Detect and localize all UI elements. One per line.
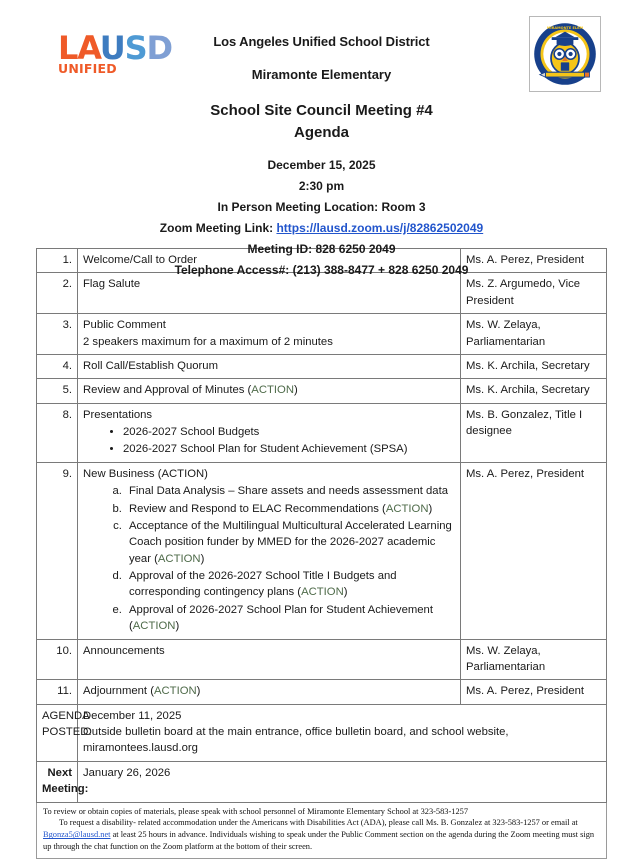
next-meeting-label: Next Meeting: xyxy=(37,761,78,802)
row-number: 1. xyxy=(37,249,78,273)
lausd-logo-subtitle: UNIFIED xyxy=(58,61,176,76)
ada-email-link[interactable]: Bgonza5@lausd.net xyxy=(43,830,111,839)
row-title: New Business (ACTION) xyxy=(83,466,455,482)
list-item-text: Approval of the 2026-2027 School Title I Budgets and corresponding contingency plans xyxy=(129,570,397,598)
meeting-title: School Site Council Meeting #4 xyxy=(36,102,607,119)
row-responsible: Ms. A. Perez, President xyxy=(461,680,607,704)
accessibility-footer xyxy=(36,803,607,859)
row-number: 9. xyxy=(37,462,78,639)
row-content xyxy=(78,462,461,639)
row-subtitle: 2 speakers maximum for a maximum of 2 minutes xyxy=(83,334,455,350)
lausd-logo-d: D xyxy=(146,29,171,67)
list-item: c. Acceptance of the Multilingual Multicultural Accelerated Learning Coach position funder by MMED for the 2026-2027 academic year (ACTION) xyxy=(125,518,455,567)
row-content xyxy=(78,354,461,378)
lausd-logo-s: S xyxy=(125,29,147,67)
zoom-meeting-link[interactable]: https://lausd.zoom.us/j/82862502049 xyxy=(276,221,483,235)
row-title: Public Comment xyxy=(83,317,455,333)
list-item-text: Review and Respond to ELAC Recommendations xyxy=(129,503,379,515)
row-title: Review and Approval of Minutes xyxy=(83,384,244,396)
action-badge: ACTION xyxy=(158,553,201,565)
action-badge: ACTION xyxy=(154,685,197,697)
list-item: e. Approval of 2026-2027 School Plan for Student Achievement (ACTION) xyxy=(125,602,455,635)
agenda-posted-label-line2: POSTED: xyxy=(42,724,72,740)
action-badge: ACTION xyxy=(133,620,176,632)
district-name: Los Angeles Unified School District xyxy=(36,34,607,49)
presentation-bullet-list xyxy=(83,424,455,458)
row-number: 11. xyxy=(37,680,78,704)
row-responsible: Ms. A. Perez, President xyxy=(461,462,607,639)
row-content xyxy=(78,273,461,314)
agenda-posted-label-line1: AGENDA xyxy=(42,708,72,724)
row-number: 5. xyxy=(37,379,78,403)
row-content xyxy=(78,403,461,462)
row-content xyxy=(78,639,461,680)
list-item: • 2026-2027 School Plan for Student Achievement (SPSA) xyxy=(123,441,455,457)
row-responsible: Ms. Z. Argumedo, Vice President xyxy=(461,273,607,314)
agenda-posted-row xyxy=(37,704,607,761)
row-title: Flag Salute xyxy=(83,278,140,290)
row-responsible: Ms. B. Gonzalez, Title I designee xyxy=(461,403,607,462)
row-responsible: Ms. A. Perez, President xyxy=(461,249,607,273)
action-badge: ACTION xyxy=(301,586,344,598)
list-item: b. Review and Respond to ELAC Recommendations (ACTION) xyxy=(125,501,455,517)
agenda-posted-place-line1: Outside bulletin board at the main entrance, office bulletin board, and school website, xyxy=(83,724,601,740)
svg-text:MIRAMONTE ELEM: MIRAMONTE ELEM xyxy=(547,26,584,30)
list-item: d. Approval of the 2026-2027 School Title I Budgets and corresponding contingency plans (ACTION) xyxy=(125,568,455,601)
agenda-table-body xyxy=(37,249,607,803)
row-title: Presentations xyxy=(83,407,455,423)
meeting-id: Meeting ID: 828 6250 2049 xyxy=(36,242,607,256)
action-wrap: (ACTION) xyxy=(150,685,200,697)
action-badge: ACTION xyxy=(386,503,429,515)
next-meeting-value: January 26, 2026 xyxy=(78,761,607,802)
row-title: Adjournment xyxy=(83,685,147,697)
agenda-posted-place-line2: miramontees.lausd.org xyxy=(83,740,601,756)
table-row xyxy=(37,639,607,680)
footer-ada-text-a: To request a disability- related accommodation under the Americans with Disabilities Act (ADA), please call Ms. B. Gonzalez at 323-583-1257 or email at xyxy=(59,818,578,827)
row-responsible: Ms. W. Zelaya, Parliamentarian xyxy=(461,639,607,680)
document-header xyxy=(36,0,607,248)
miramonte-elementary-owl-seal-icon xyxy=(529,16,601,92)
row-content xyxy=(78,379,461,403)
zoom-meeting-line xyxy=(36,221,607,235)
row-content xyxy=(78,680,461,704)
table-row xyxy=(37,462,607,639)
table-row xyxy=(37,403,607,462)
agenda-posted-value xyxy=(78,704,607,761)
agenda-posted-date: December 11, 2025 xyxy=(83,708,601,724)
agenda-posted-label xyxy=(37,704,78,761)
school-name: Miramonte Elementary xyxy=(36,67,607,82)
telephone-access: Telephone Access#: (213) 388-8477 + 828 6250 2049 xyxy=(36,263,607,277)
row-title: Welcome/Call to Order xyxy=(83,254,197,266)
row-number: 10. xyxy=(37,639,78,680)
lausd-logo-la: LA xyxy=(58,29,100,67)
list-item: • 2026-2027 School Budgets xyxy=(123,424,455,440)
document-type: Agenda xyxy=(36,124,607,141)
table-row xyxy=(37,273,607,314)
new-business-sublist xyxy=(83,483,455,634)
row-title: Roll Call/Establish Quorum xyxy=(83,360,218,372)
meeting-location: In Person Meeting Location: Room 3 xyxy=(36,200,607,214)
action-badge: ACTION xyxy=(251,384,294,396)
table-row xyxy=(37,680,607,704)
list-item-text: Approval of 2026-2027 School Plan for Student Achievement xyxy=(129,604,433,616)
list-item xyxy=(125,483,455,499)
list-item-text: Acceptance of the Multilingual Multicultural Accelerated Learning Coach position funder by MMED for the 2026-2027 academic year xyxy=(129,520,452,565)
next-meeting-row xyxy=(37,761,607,802)
row-responsible: Ms. K. Archila, Secretary xyxy=(461,354,607,378)
agenda-table xyxy=(36,248,607,803)
row-number: 8. xyxy=(37,403,78,462)
row-content xyxy=(78,314,461,355)
meeting-time: 2:30 pm xyxy=(36,179,607,193)
lausd-logo-wordmark xyxy=(58,32,176,64)
row-title: Announcements xyxy=(83,645,165,657)
footer-ada-text-b: at least 25 hours in advance. Individuals wishing to speak under the Public Comment section on the agenda during the Zoom meeting must sign up through the chat function on the Zoom platform at the bottom of their screen. xyxy=(43,830,594,851)
lausd-logo xyxy=(58,32,176,76)
table-row xyxy=(37,314,607,355)
row-responsible: Ms. K. Archila, Secretary xyxy=(461,379,607,403)
lausd-logo-u: U xyxy=(100,29,125,67)
footer-ada-paragraph xyxy=(43,817,600,853)
footer-materials-line: To review or obtain copies of materials, please speak with school personnel of Miramonte Elementary School at 323-583-1257 xyxy=(43,806,600,818)
row-number: 4. xyxy=(37,354,78,378)
row-number: 2. xyxy=(37,273,78,314)
zoom-link-label: Zoom Meeting Link: xyxy=(160,221,273,235)
table-row xyxy=(37,379,607,403)
action-wrap: (ACTION) xyxy=(248,384,298,396)
row-number: 3. xyxy=(37,314,78,355)
meeting-date: December 15, 2025 xyxy=(36,158,607,172)
table-row xyxy=(37,354,607,378)
list-item-text: Final Data Analysis – Share assets and needs assessment data xyxy=(129,485,448,497)
row-responsible: Ms. W. Zelaya, Parliamentarian xyxy=(461,314,607,355)
